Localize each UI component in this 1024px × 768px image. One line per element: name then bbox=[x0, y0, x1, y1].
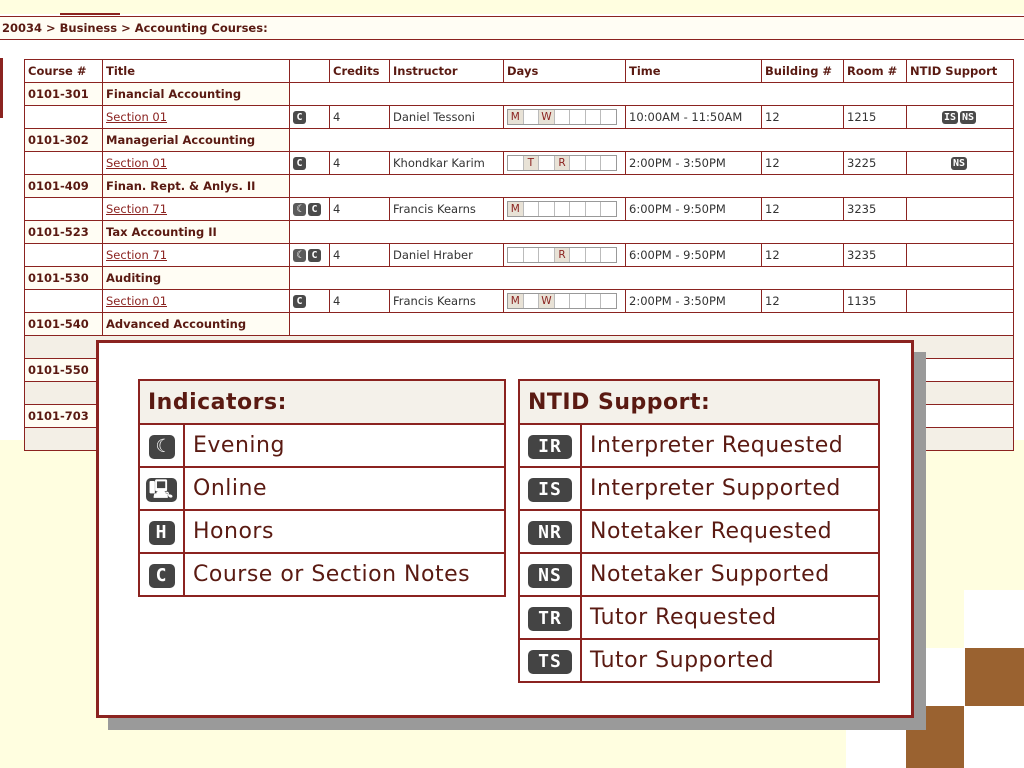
indicator-cell bbox=[290, 152, 330, 175]
day-slot: M bbox=[508, 294, 524, 308]
day-slot bbox=[586, 202, 602, 216]
legend-popup bbox=[96, 340, 914, 718]
empty-cell bbox=[25, 290, 103, 313]
course-row bbox=[25, 129, 1014, 152]
course-title: Advanced Accounting bbox=[103, 313, 290, 336]
credits-cell: 4 bbox=[330, 152, 390, 175]
day-slot bbox=[570, 248, 586, 262]
legend-icon-cell bbox=[519, 596, 581, 639]
corner-decoration bbox=[964, 706, 1024, 768]
column-header: Course # bbox=[25, 60, 103, 83]
section-link[interactable]: Section 01 bbox=[106, 156, 168, 170]
days-grid bbox=[507, 109, 617, 125]
course-spacer bbox=[290, 129, 1014, 152]
notes-icon[interactable]: C bbox=[293, 111, 306, 124]
breadcrumb: 20034 > Business > Accounting Courses: bbox=[2, 21, 268, 35]
ns-badge: NS bbox=[952, 158, 966, 169]
ntid-cell bbox=[907, 198, 1014, 221]
day-slot bbox=[570, 156, 586, 170]
legend-icon-cell bbox=[139, 424, 184, 467]
day-slot bbox=[586, 294, 602, 308]
course-number: 0101-302 bbox=[25, 129, 103, 152]
room-cell: 1135 bbox=[844, 290, 907, 313]
notes-icon[interactable]: C bbox=[293, 295, 306, 308]
days-cell bbox=[504, 198, 626, 221]
course-row bbox=[25, 267, 1014, 290]
section-row bbox=[25, 244, 1014, 267]
corner-decoration bbox=[964, 648, 1024, 706]
honors-icon: H bbox=[149, 521, 175, 545]
column-header: Title bbox=[103, 60, 290, 83]
day-slot bbox=[539, 248, 555, 262]
room-cell: 3235 bbox=[844, 198, 907, 221]
legend-icon-cell bbox=[519, 467, 581, 510]
column-header: Instructor bbox=[390, 60, 504, 83]
day-slot: M bbox=[508, 110, 524, 124]
breadcrumb-bar bbox=[0, 16, 1024, 40]
section-row bbox=[25, 152, 1014, 175]
section-cell bbox=[103, 244, 290, 267]
indicator-cell bbox=[290, 106, 330, 129]
column-header: Building # bbox=[762, 60, 844, 83]
legend-icon-cell bbox=[139, 510, 184, 553]
legend-label: Evening bbox=[184, 424, 505, 467]
day-slot: T bbox=[524, 156, 540, 170]
column-header bbox=[290, 60, 330, 83]
ntid-cell bbox=[907, 290, 1014, 313]
moon-icon: ☾ bbox=[149, 435, 175, 459]
legend-row bbox=[519, 424, 879, 467]
legend-row bbox=[519, 596, 879, 639]
legend-icon-cell bbox=[519, 639, 581, 682]
building-cell: 12 bbox=[762, 106, 844, 129]
course-row bbox=[25, 313, 1014, 336]
tr-badge-icon: TR bbox=[528, 607, 572, 631]
building-cell: 12 bbox=[762, 152, 844, 175]
day-slot bbox=[508, 248, 524, 262]
column-header: NTID Support bbox=[907, 60, 1014, 83]
credits-cell: 4 bbox=[330, 198, 390, 221]
credits-cell: 4 bbox=[330, 244, 390, 267]
course-number: 0101-409 bbox=[25, 175, 103, 198]
day-slot: W bbox=[539, 110, 555, 124]
top-tab[interactable] bbox=[60, 0, 120, 15]
section-cell bbox=[103, 152, 290, 175]
day-slot bbox=[601, 202, 616, 216]
days-grid bbox=[507, 293, 617, 309]
section-cell bbox=[103, 198, 290, 221]
day-slot bbox=[570, 202, 586, 216]
section-row bbox=[25, 290, 1014, 313]
day-slot bbox=[586, 248, 602, 262]
days-cell bbox=[504, 290, 626, 313]
left-rule bbox=[0, 58, 3, 118]
day-slot bbox=[586, 156, 602, 170]
empty-cell bbox=[25, 106, 103, 129]
building-cell: 12 bbox=[762, 290, 844, 313]
course-row bbox=[25, 221, 1014, 244]
course-spacer bbox=[290, 221, 1014, 244]
ntid-cell bbox=[907, 152, 1014, 175]
course-title: Financial Accounting bbox=[103, 83, 290, 106]
room-cell: 3225 bbox=[844, 152, 907, 175]
course-spacer bbox=[290, 175, 1014, 198]
legend-row bbox=[139, 510, 505, 553]
corner-decoration bbox=[964, 590, 1024, 650]
monitor-icon: 🖳 bbox=[146, 478, 177, 502]
instructor-cell: Daniel Tessoni bbox=[390, 106, 504, 129]
legend-label: Course or Section Notes bbox=[184, 553, 505, 596]
section-cell bbox=[103, 106, 290, 129]
legend-label: Interpreter Supported bbox=[581, 467, 879, 510]
course-number: 0101-301 bbox=[25, 83, 103, 106]
ntid-title: NTID Support: bbox=[519, 380, 879, 424]
building-cell: 12 bbox=[762, 198, 844, 221]
nr-badge-icon: NR bbox=[528, 521, 572, 545]
empty-cell bbox=[25, 244, 103, 267]
section-link[interactable]: Section 01 bbox=[106, 294, 168, 308]
section-link[interactable]: Section 71 bbox=[106, 248, 168, 262]
course-title: Finan. Rept. & Anlys. II bbox=[103, 175, 290, 198]
day-slot: R bbox=[555, 248, 571, 262]
empty-cell bbox=[25, 152, 103, 175]
is-badge: IS bbox=[943, 112, 956, 123]
table-header-row bbox=[25, 60, 1014, 83]
day-slot bbox=[570, 110, 586, 124]
notes-icon: C bbox=[149, 564, 175, 588]
day-slot bbox=[524, 248, 540, 262]
column-header: Room # bbox=[844, 60, 907, 83]
credits-cell: 4 bbox=[330, 290, 390, 313]
days-cell bbox=[504, 244, 626, 267]
moon-icon: ☾ bbox=[293, 203, 306, 216]
day-slot bbox=[601, 248, 616, 262]
time-cell: 10:00AM - 11:50AM bbox=[626, 106, 762, 129]
section-link[interactable]: Section 71 bbox=[106, 202, 168, 216]
day-slot bbox=[539, 156, 555, 170]
day-slot bbox=[570, 294, 586, 308]
room-cell: 1215 bbox=[844, 106, 907, 129]
legend-icon-cell bbox=[519, 424, 581, 467]
day-slot bbox=[555, 110, 571, 124]
notes-icon[interactable]: C bbox=[293, 157, 306, 170]
legend-label: Online bbox=[184, 467, 505, 510]
ntid-cell bbox=[907, 244, 1014, 267]
days-cell bbox=[504, 152, 626, 175]
day-slot: M bbox=[508, 202, 524, 216]
legend-label: Notetaker Supported bbox=[581, 553, 879, 596]
legend-row bbox=[139, 424, 505, 467]
instructor-cell: Francis Kearns bbox=[390, 198, 504, 221]
indicator-cell bbox=[290, 290, 330, 313]
time-cell: 6:00PM - 9:50PM bbox=[626, 244, 762, 267]
course-title: Auditing bbox=[103, 267, 290, 290]
instructor-cell: Francis Kearns bbox=[390, 290, 504, 313]
days-grid bbox=[507, 201, 617, 217]
time-cell: 2:00PM - 3:50PM bbox=[626, 152, 762, 175]
legend-row bbox=[519, 467, 879, 510]
legend-row bbox=[139, 553, 505, 596]
ns-badge-icon: NS bbox=[528, 564, 572, 588]
ntid-legend bbox=[518, 379, 880, 683]
days-grid bbox=[507, 247, 617, 263]
instructor-cell: Daniel Hraber bbox=[390, 244, 504, 267]
legend-row bbox=[519, 553, 879, 596]
column-header: Credits bbox=[330, 60, 390, 83]
time-cell: 6:00PM - 9:50PM bbox=[626, 198, 762, 221]
time-cell: 2:00PM - 3:50PM bbox=[626, 290, 762, 313]
legend-label: Honors bbox=[184, 510, 505, 553]
room-cell: 3235 bbox=[844, 244, 907, 267]
legend-icon-cell bbox=[519, 553, 581, 596]
course-row bbox=[25, 83, 1014, 106]
legend-icon-cell bbox=[139, 553, 184, 596]
indicators-title: Indicators: bbox=[139, 380, 505, 424]
course-number: 0101-540 bbox=[25, 313, 103, 336]
course-row bbox=[25, 175, 1014, 198]
notes-icon[interactable]: C bbox=[308, 249, 321, 262]
ns-badge: NS bbox=[962, 112, 975, 123]
empty-cell bbox=[25, 198, 103, 221]
course-spacer bbox=[290, 267, 1014, 290]
day-slot bbox=[524, 202, 540, 216]
day-slot bbox=[555, 294, 571, 308]
course-number: 0101-550 bbox=[25, 359, 103, 382]
section-row bbox=[25, 106, 1014, 129]
course-spacer bbox=[290, 83, 1014, 106]
day-slot bbox=[601, 294, 616, 308]
is-badge-icon: IS bbox=[528, 478, 572, 502]
ts-badge-icon: TS bbox=[528, 650, 572, 674]
course-title: Tax Accounting II bbox=[103, 221, 290, 244]
day-slot: W bbox=[539, 294, 555, 308]
course-number: 0101-703 bbox=[25, 405, 103, 428]
day-slot bbox=[555, 202, 571, 216]
top-bar bbox=[0, 0, 1024, 14]
building-cell: 12 bbox=[762, 244, 844, 267]
column-header: Time bbox=[626, 60, 762, 83]
day-slot bbox=[508, 156, 524, 170]
course-title: Managerial Accounting bbox=[103, 129, 290, 152]
day-slot bbox=[601, 110, 616, 124]
legend-row bbox=[519, 510, 879, 553]
course-number: 0101-523 bbox=[25, 221, 103, 244]
section-cell bbox=[103, 290, 290, 313]
legend-label: Interpreter Requested bbox=[581, 424, 879, 467]
section-row bbox=[25, 198, 1014, 221]
days-grid bbox=[507, 155, 617, 171]
legend-row bbox=[519, 639, 879, 682]
course-spacer bbox=[290, 313, 1014, 336]
day-slot bbox=[524, 110, 540, 124]
day-slot bbox=[586, 110, 602, 124]
legend-label: Notetaker Requested bbox=[581, 510, 879, 553]
ir-badge-icon: IR bbox=[528, 435, 572, 459]
course-number: 0101-530 bbox=[25, 267, 103, 290]
notes-icon[interactable]: C bbox=[308, 203, 321, 216]
days-cell bbox=[504, 106, 626, 129]
day-slot: R bbox=[555, 156, 571, 170]
day-slot bbox=[524, 294, 540, 308]
legend-label: Tutor Supported bbox=[581, 639, 879, 682]
moon-icon: ☾ bbox=[293, 249, 306, 262]
indicator-cell bbox=[290, 244, 330, 267]
legend-label: Tutor Requested bbox=[581, 596, 879, 639]
column-header: Days bbox=[504, 60, 626, 83]
legend-icon-cell bbox=[519, 510, 581, 553]
ntid-cell bbox=[907, 106, 1014, 129]
credits-cell: 4 bbox=[330, 106, 390, 129]
day-slot bbox=[601, 156, 616, 170]
indicator-cell bbox=[290, 198, 330, 221]
day-slot bbox=[539, 202, 555, 216]
legend-icon-cell bbox=[139, 467, 184, 510]
indicators-legend bbox=[138, 379, 506, 597]
section-link[interactable]: Section 01 bbox=[106, 110, 168, 124]
instructor-cell: Khondkar Karim bbox=[390, 152, 504, 175]
legend-row bbox=[139, 467, 505, 510]
